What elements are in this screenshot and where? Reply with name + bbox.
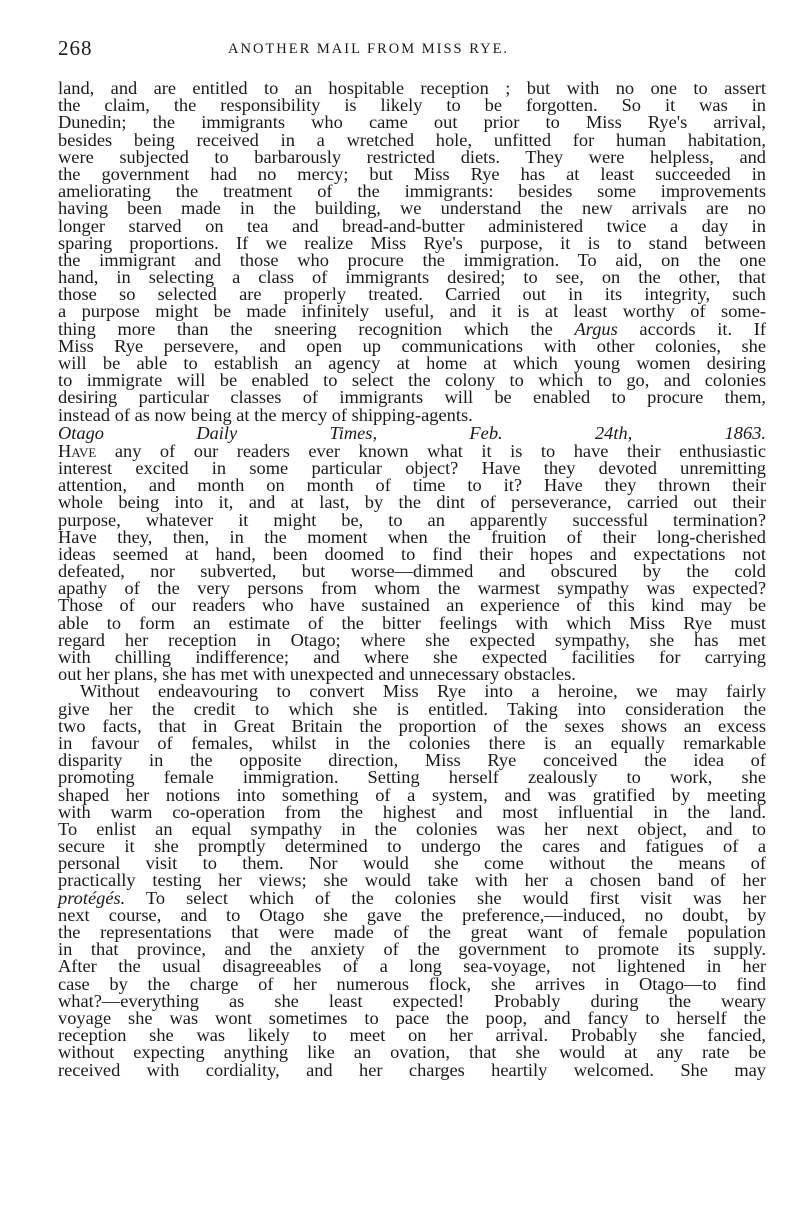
text-line: in that province, and the anxiety of the government to promote its supply.: [58, 939, 766, 960]
text-line: purpose, whatever it might be, to an apparently successful termination?: [58, 509, 766, 530]
text-line: defeated, nor subverted, but worse—dimmed and obscured by the cold: [58, 561, 766, 582]
article-dateline: Otago Daily Times, Feb. 24th, 1863.: [58, 422, 766, 443]
text-line: desiring particular classes of immigrants will be enabled to procure them,: [58, 387, 766, 408]
text-line: with chilling indifference; and where she expected facilities for carrying: [58, 647, 766, 667]
text-line: a purpose might be made infinitely useful, and it is at least worthy of some-: [58, 301, 766, 322]
text-line: After the usual disagreeables of a long sea-voyage, not lightened in her: [58, 956, 766, 977]
running-head: [58, 36, 766, 68]
text-line: Those of our readers who have sustained an experience of this kind may be: [58, 595, 766, 616]
text-line: next course, and to Otago she gave the preference,—induced, no doubt, by: [58, 904, 766, 925]
text-line-proteges: protégés. To select which of the colonies she would first visit was her: [58, 887, 766, 908]
text-line: attention, and month on month of time to it? Have they thrown their: [58, 475, 766, 496]
text-line: voyage she was wont sometimes to pace the poop, and fancy to herself the: [58, 1007, 766, 1028]
paragraph-2: [58, 440, 766, 685]
text-line: able to form an estimate of the bitter feelings with which Miss Rye must: [58, 612, 766, 633]
text-line: those so selected are properly treated. Carried out in its integrity, such: [58, 284, 766, 305]
text-line: the government had no mercy; but Miss Rye has at least succeeded in: [58, 163, 766, 184]
text-line: instead of as now being at the mercy of shipping-agents.: [58, 404, 473, 425]
book-page: [58, 36, 766, 1079]
text-line: case by the charge of her numerous flock, she arrives in Otago—to find: [58, 973, 766, 994]
paragraph-3: [58, 683, 766, 1078]
text-line: longer starved on tea and bread-and-butter administered twice a day in: [58, 215, 766, 236]
text-line: what?—everything as she least expected! Probably during the weary: [58, 990, 766, 1011]
text-line: the claim, the responsibility is likely to be forgotten. So it was in: [58, 95, 766, 116]
text-line: interest excited in some particular object? Have they devoted unremitting: [58, 457, 766, 478]
text-line: hand, in selecting a class of immigrants desired; to see, on the other, that: [58, 267, 766, 288]
text-line: Miss Rye persevere, and open up communications with other colonies, she: [58, 335, 766, 356]
text-line: Dunedin; the immigrants who came out prior to Miss Rye's arrival,: [58, 112, 766, 133]
text-line: apathy of the very persons from whom the warmest sympathy was expected?: [58, 578, 766, 599]
text-line: Have they, then, in the moment when the fruition of their long-cherished: [58, 526, 766, 547]
text-line: were subjected to barbarously restricted diets. They were helpless, and: [58, 146, 766, 167]
text-line: ameliorating the treatment of the immigrants: besides some improvements: [58, 181, 766, 202]
text-line: To enlist an equal sympathy in the colonies was her next object, and to: [58, 818, 766, 839]
text-line: reception she was likely to meet on her arrival. Probably she fancied,: [58, 1025, 766, 1046]
text-line: promoting female immigration. Setting herself zealously to work, she: [58, 767, 766, 788]
text-line: having been made in the building, we understand the new arrivals are no: [58, 198, 766, 219]
text-line: will be able to establish an agency at home at which young women desiring: [58, 353, 766, 373]
text-line: practically testing her views; she would take with her a chosen band of her: [58, 870, 766, 891]
body-text: [58, 80, 766, 1079]
italic-word: protégés.: [58, 887, 126, 908]
text-line: shaped her notions into something of a system, and was gratified by meeting: [58, 784, 766, 805]
text-line-argus: thing more than the sneering recognition which the Argus accords it. If: [58, 318, 766, 339]
italic-word: Argus: [574, 318, 618, 339]
text-line: to immigrate will be enabled to select the colony to which to go, and colonies: [58, 370, 766, 391]
text-line: sparing proportions. If we realize Miss Rye's purpose, it is to stand between: [58, 232, 766, 253]
page-number: 268: [58, 36, 93, 60]
opening-line-rest: any of our readers ever known what it is to have their enthusiastic: [96, 440, 766, 461]
text-line: two facts, that in Great Britain the proportion of the sexes shows an excess: [58, 715, 766, 736]
text-line: personal visit to them. Nor would she come without the means of: [58, 853, 766, 874]
text-line: disparity in the opposite direction, Miss Rye conceived the idea of: [58, 750, 766, 771]
text-line: besides being received in a wretched hole, unfitted for human habitation,: [58, 129, 766, 150]
text-line: with warm co-operation from the highest and most influential in the land.: [58, 801, 766, 822]
running-title: ANOTHER MAIL FROM MISS RYE.: [228, 41, 510, 57]
opening-word: Have: [58, 440, 97, 461]
text-line: regard her reception in Otago; where she expected sympathy, she has met: [58, 629, 766, 650]
text-line: land, and are entitled to an hospitable reception ; but with no one to assert: [58, 78, 766, 98]
paragraph-1: [58, 80, 766, 424]
text-line: whole being into it, and at last, by the dint of perseverance, carried out their: [58, 492, 766, 513]
text-line: received with cordiality, and her charges heartily welcomed. She may: [58, 1059, 766, 1080]
text-line: the representations that were made of the great want of female population: [58, 922, 766, 942]
text-line: in favour of females, whilst in the colonies there is an equally remarkable: [58, 732, 766, 753]
text-line: give her the credit to which she is entitled. Taking into consideration the: [58, 698, 766, 719]
text-line: Without endeavouring to convert Miss Rye into a heroine, we may fairly: [80, 681, 766, 702]
text-line: without expecting anything like an ovation, that she would at any rate be: [58, 1042, 766, 1063]
text-line: ideas seemed at hand, been doomed to find their hopes and expectations not: [58, 543, 766, 564]
text-line: secure it she promptly determined to undergo the cares and fatigues of a: [58, 836, 766, 857]
text-line: out her plans, she has met with unexpected and unnecessary obstacles.: [58, 664, 576, 685]
text-line: the immigrant and those who procure the immigration. To aid, on the one: [58, 249, 766, 270]
